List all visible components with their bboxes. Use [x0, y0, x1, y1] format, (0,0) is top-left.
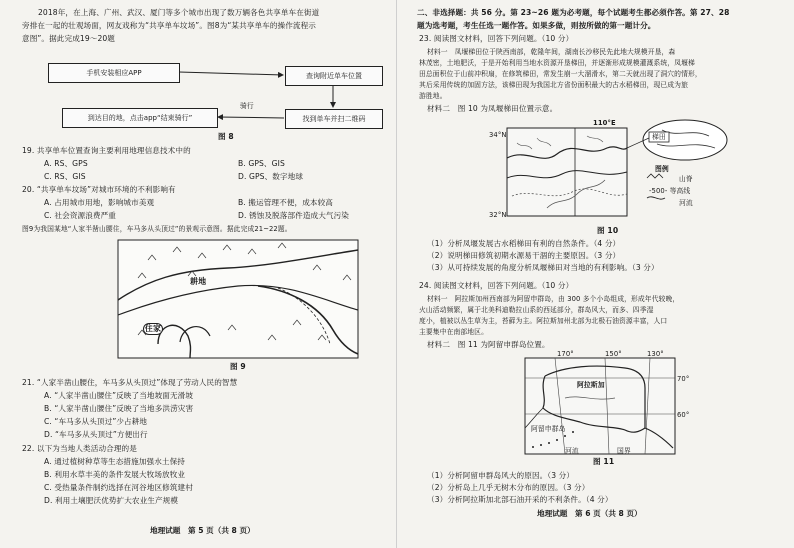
fig11-lon-170: 170°: [557, 350, 574, 358]
q20-option-d: D. 锈蚀及脱落部件造成大气污染: [238, 211, 349, 220]
page-6: [397, 0, 794, 548]
figure-11-caption: 图 11: [593, 457, 615, 466]
intro-line-2: 旁排在一起的壮观场面，网友戏称为“共享单车坟场”。图8为“某共享单车的操作流程示: [22, 21, 317, 30]
q21-option-b: B. “人家半凿山腰住”反映了当地多洪涝灾害: [44, 404, 194, 413]
fig9-label-home: 住家: [144, 324, 162, 333]
intro-line-3: 意图”。据此完成19～20题: [22, 34, 116, 43]
fig11-legend-river: 河流: [565, 447, 579, 455]
q23-sub3: （3）从可持续发展的角度分析凤堰梯田对当地的有利影响。（3 分）: [427, 263, 659, 272]
figure-8-caption: 图 8: [218, 132, 234, 141]
q23-sub2: （2）说明梯田修筑初期水源易干涸的主要原因。（3 分）: [427, 251, 621, 260]
fig9-label-field: 耕地: [190, 277, 207, 286]
q19-option-c: C. RS、GIS: [44, 172, 86, 181]
q22-option-d: D. 利用土壤肥沃优势扩大农业生产规模: [44, 496, 179, 505]
q19-option-d: D. GPS、数字地球: [238, 172, 304, 181]
q22-stem: 22. 以下为当地人类活动合理的是: [22, 444, 137, 453]
page-5-footer: 地理试题 第 5 页（共 8 页）: [150, 526, 255, 535]
section-heading: 二、非选择题：共 56 分。第 23~26 题为必考题，每个试题考生都必须作答。第 27、28: [417, 8, 730, 17]
q21-option-d: D. “车马多从头顶过”方便出行: [44, 430, 148, 439]
fig10-legend-title: 图例: [655, 165, 669, 173]
flow-arrows: [0, 0, 397, 140]
flow-ride-label: 骑行: [240, 102, 254, 110]
page-6-footer: 地理试题 第 6 页（共 8 页）: [537, 509, 642, 518]
fig10-lon: 110°E: [593, 119, 616, 127]
q24-material1-line3: 度小，植被以丛生草为主，苔藓为主。阿拉斯加州北部为北极石油资源丰富，人口: [419, 317, 668, 325]
fig11-lat-70: 70°: [677, 375, 690, 383]
section-heading-2: 题为选考题，考生任选一题作答。如果多做，则按所做的第一题计分。: [417, 21, 656, 30]
fig10-legend-contour: -500- 等高线: [649, 187, 691, 195]
fig10-legend-ridge: 山脊: [679, 175, 693, 183]
figure-10-caption: 图 10: [597, 226, 619, 235]
q24-material1-line2: 火山活动频繁，属于北美科迪勒拉山系的西延部分，群岛风大，而多、四季湿: [419, 306, 654, 314]
q24-sub1: （1）分析阿留申群岛风大的原因。（3 分）: [427, 471, 575, 480]
fig10-legend-river: 河流: [679, 199, 693, 207]
q22-option-a: A. 通过植树种草等生态措施加强水土保持: [44, 457, 185, 466]
q23-material1-line4: 其后采用传统的加固方法，该梯田现为我国北方省份面积最大的古水稻梯田，现已成为旅: [419, 81, 688, 89]
q24-material1-line4: 主要集中在南部地区。: [419, 328, 488, 336]
flow-step-install-app: 手机安装相应APP: [48, 63, 180, 83]
q21-option-c: C. “车马多从头顶过”少占耕地: [44, 417, 148, 426]
fig11-islands-label: 阿留申群岛: [531, 425, 566, 433]
q24-material2: 材料二 图 11 为阿留申群岛位置。: [427, 340, 550, 349]
q20-option-a: A. 占用城市用地，影响城市美观: [44, 198, 155, 207]
flow-step-query-bike: 查询附近单车位置: [285, 66, 383, 86]
q21-option-a: A. “人家半凿山腰住”反映了当地坡面无滑坡: [44, 391, 194, 400]
q23-material1-line3: 田总面积位于山前冲积扇，在修筑梯田，常发生崩一大溜滑水，第二天就出现了洞穴的情形，: [419, 70, 702, 78]
fig11-region-alaska: 阿拉斯加: [577, 381, 605, 389]
q24-sub3: （3）分析阿拉斯加北部石油开采的不利条件。（4 分）: [427, 495, 613, 504]
q23-material1-line1: 材料一 凤堰梯田位于陕西南部，乾隆年间，湖南长沙移民先此地大规模开垦，森: [427, 48, 676, 56]
q24-material1-line1: 材料一 阿拉斯加州西南部为阿留申群岛，由 300 多个小岛组成，形成年代较晚，: [427, 295, 680, 303]
fig11-lon-150: 150°: [605, 350, 622, 358]
q20-option-c: C. 社会资源浪费严重: [44, 211, 116, 220]
q23-material1-line5: 游胜地。: [419, 92, 447, 100]
q19-option-b: B. GPS、GIS: [238, 159, 285, 168]
q22-option-b: B. 利用水草丰美的条件发展大牧场放牧业: [44, 470, 186, 479]
flow-step-scan-code: 找到单车并扫二维码: [285, 109, 383, 129]
q24-sub2: （2）分析岛上几乎无树木分布的原因。（3 分）: [427, 483, 590, 492]
fig11-lon-130: 130°: [647, 350, 664, 358]
fig9-intro: 图9为我国某地“人家半凿山腰住，车马多从头顶过”的景观示意图。据此完成21~22题。: [22, 225, 292, 233]
q19-option-a: A. RS、GPS: [44, 159, 88, 168]
flow-step-end-ride: 到达目的地，点击app“结束骑行”: [62, 108, 218, 128]
q23-sub1: （1）分析凤堰发展古水稻梯田有利的自然条件。（4 分）: [427, 239, 621, 248]
figure-9-caption: 图 9: [230, 362, 246, 371]
intro-line-1: 2018年，在上海、广州、武汉、厦门等多个城市出现了数万辆各色共享单车在街道: [38, 8, 320, 17]
q23-material2: 材料二 图 10 为凤堰梯田位置示意。: [427, 104, 558, 113]
figure-9-sketch: [118, 240, 358, 358]
q20-option-b: B. 搬运管理不便，成本较高: [238, 198, 333, 207]
fig11-legend-border: 国界: [617, 447, 631, 455]
figure-11-map: [525, 358, 675, 454]
q22-option-c: C. 受热量条件制约选择在河谷地区修筑建村: [44, 483, 193, 492]
fig11-lat-60: 60°: [677, 411, 690, 419]
fig10-lat-top: 34°N: [489, 131, 507, 139]
q24-stem: 24. 阅读图文材料，回答下列问题。（10 分）: [419, 281, 574, 290]
fig10-lat-bottom: 32°N: [489, 211, 507, 219]
q21-stem: 21. “人家半凿山腰住，车马多从头顶过”体现了劳动人民的智慧: [22, 378, 238, 387]
q23-stem: 23. 阅读图文材料，回答下列问题。（10 分）: [419, 34, 574, 43]
q19-stem: 19. 共享单车位置查询主要利用地理信息技术中的: [22, 146, 191, 155]
fig10-inset-label: 梯田: [652, 133, 666, 141]
q20-stem: 20. “共享单车坟场”对城市环境的不利影响有: [22, 185, 176, 194]
q23-material1-line2: 林茂密，土地肥沃，于是开始利用当地水资源开垦梯田，并逐渐形成规模灌溉系统，凤堰梯: [419, 59, 695, 67]
